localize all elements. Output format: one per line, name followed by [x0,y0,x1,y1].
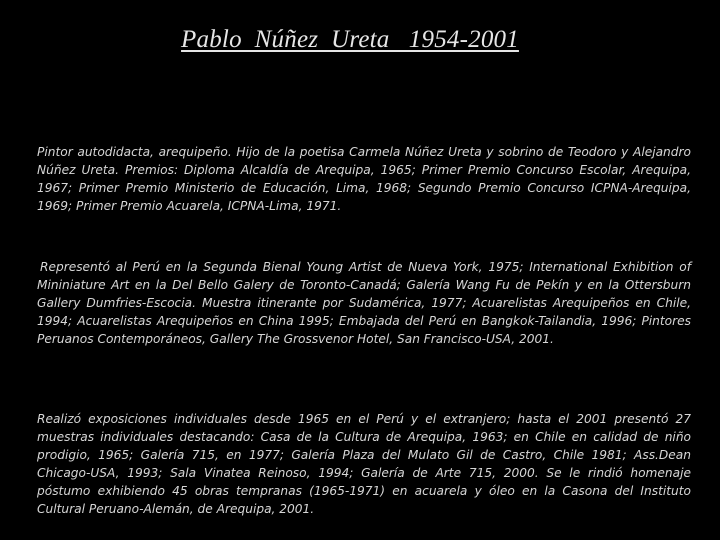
paragraph-biography: Pintor autodidacta, arequipeño. Hijo de la poetisa Carmela Núñez Ureta y sobrino de Teodoro y Alejandro Núñez Ureta. Premios: Diploma Alcaldía de Arequipa, 1965; Primer Premio Concurso Escolar, Arequipa, 1967; Primer Premio Ministerio de Educación, Lima, 1968; Segundo Premio Concurso ICPNA-Arequipa, 1969; Primer Premio Acuarela, ICPNA-Lima, 1971. [37,145,691,213]
page-title: Pablo Núñez Ureta 1954-2001 [181,26,519,53]
paragraph-exhibitions-abroad: Representó al Perú en la Segunda Bienal Young Artist de Nueva York, 1975; International Exhibition of Mininiature Art en la Del Bello Galery de Toronto-Canadá; Galería Wang Fu de Pekín y en la Ottersburn Gallery Dumfries-Escocia. Muestra itinerante por Sudamérica, 1977; Acuarelistas Arequipeños en Chile, 1994; Acuarelistas Arequipeños en China 1995; Embajada del Perú en Bangkok-Tailandia, 1996; Pintores Peruanos Contemporáneos, Gallery The Grossvenor Hotel, San Francisco-USA, 2001. [37,260,691,346]
paragraph-individual-exhibitions: Realizó exposiciones individuales desde 1965 en el Perú y el extranjero; hasta el 2001 presentó 27 muestras individuales destacando: Casa de la Cultura de Arequipa, 1963; en Chile en calidad de niño prodigio, 1965; Galería 715, en 1977; Galería Plaza del Mulato Gil de Castro, Chile 1981; Ass.Dean Chicago-USA, 1993; Sala Vinatea Reinoso, 1994; Galería de Arte 715, 2000. Se le rindió homenaje póstumo exhibiendo 45 obras tempranas (1965-1971) en acuarela y óleo en la Casona del Instituto Cultural Peruano-Alemán, de Arequipa, 2001. [37,412,691,516]
